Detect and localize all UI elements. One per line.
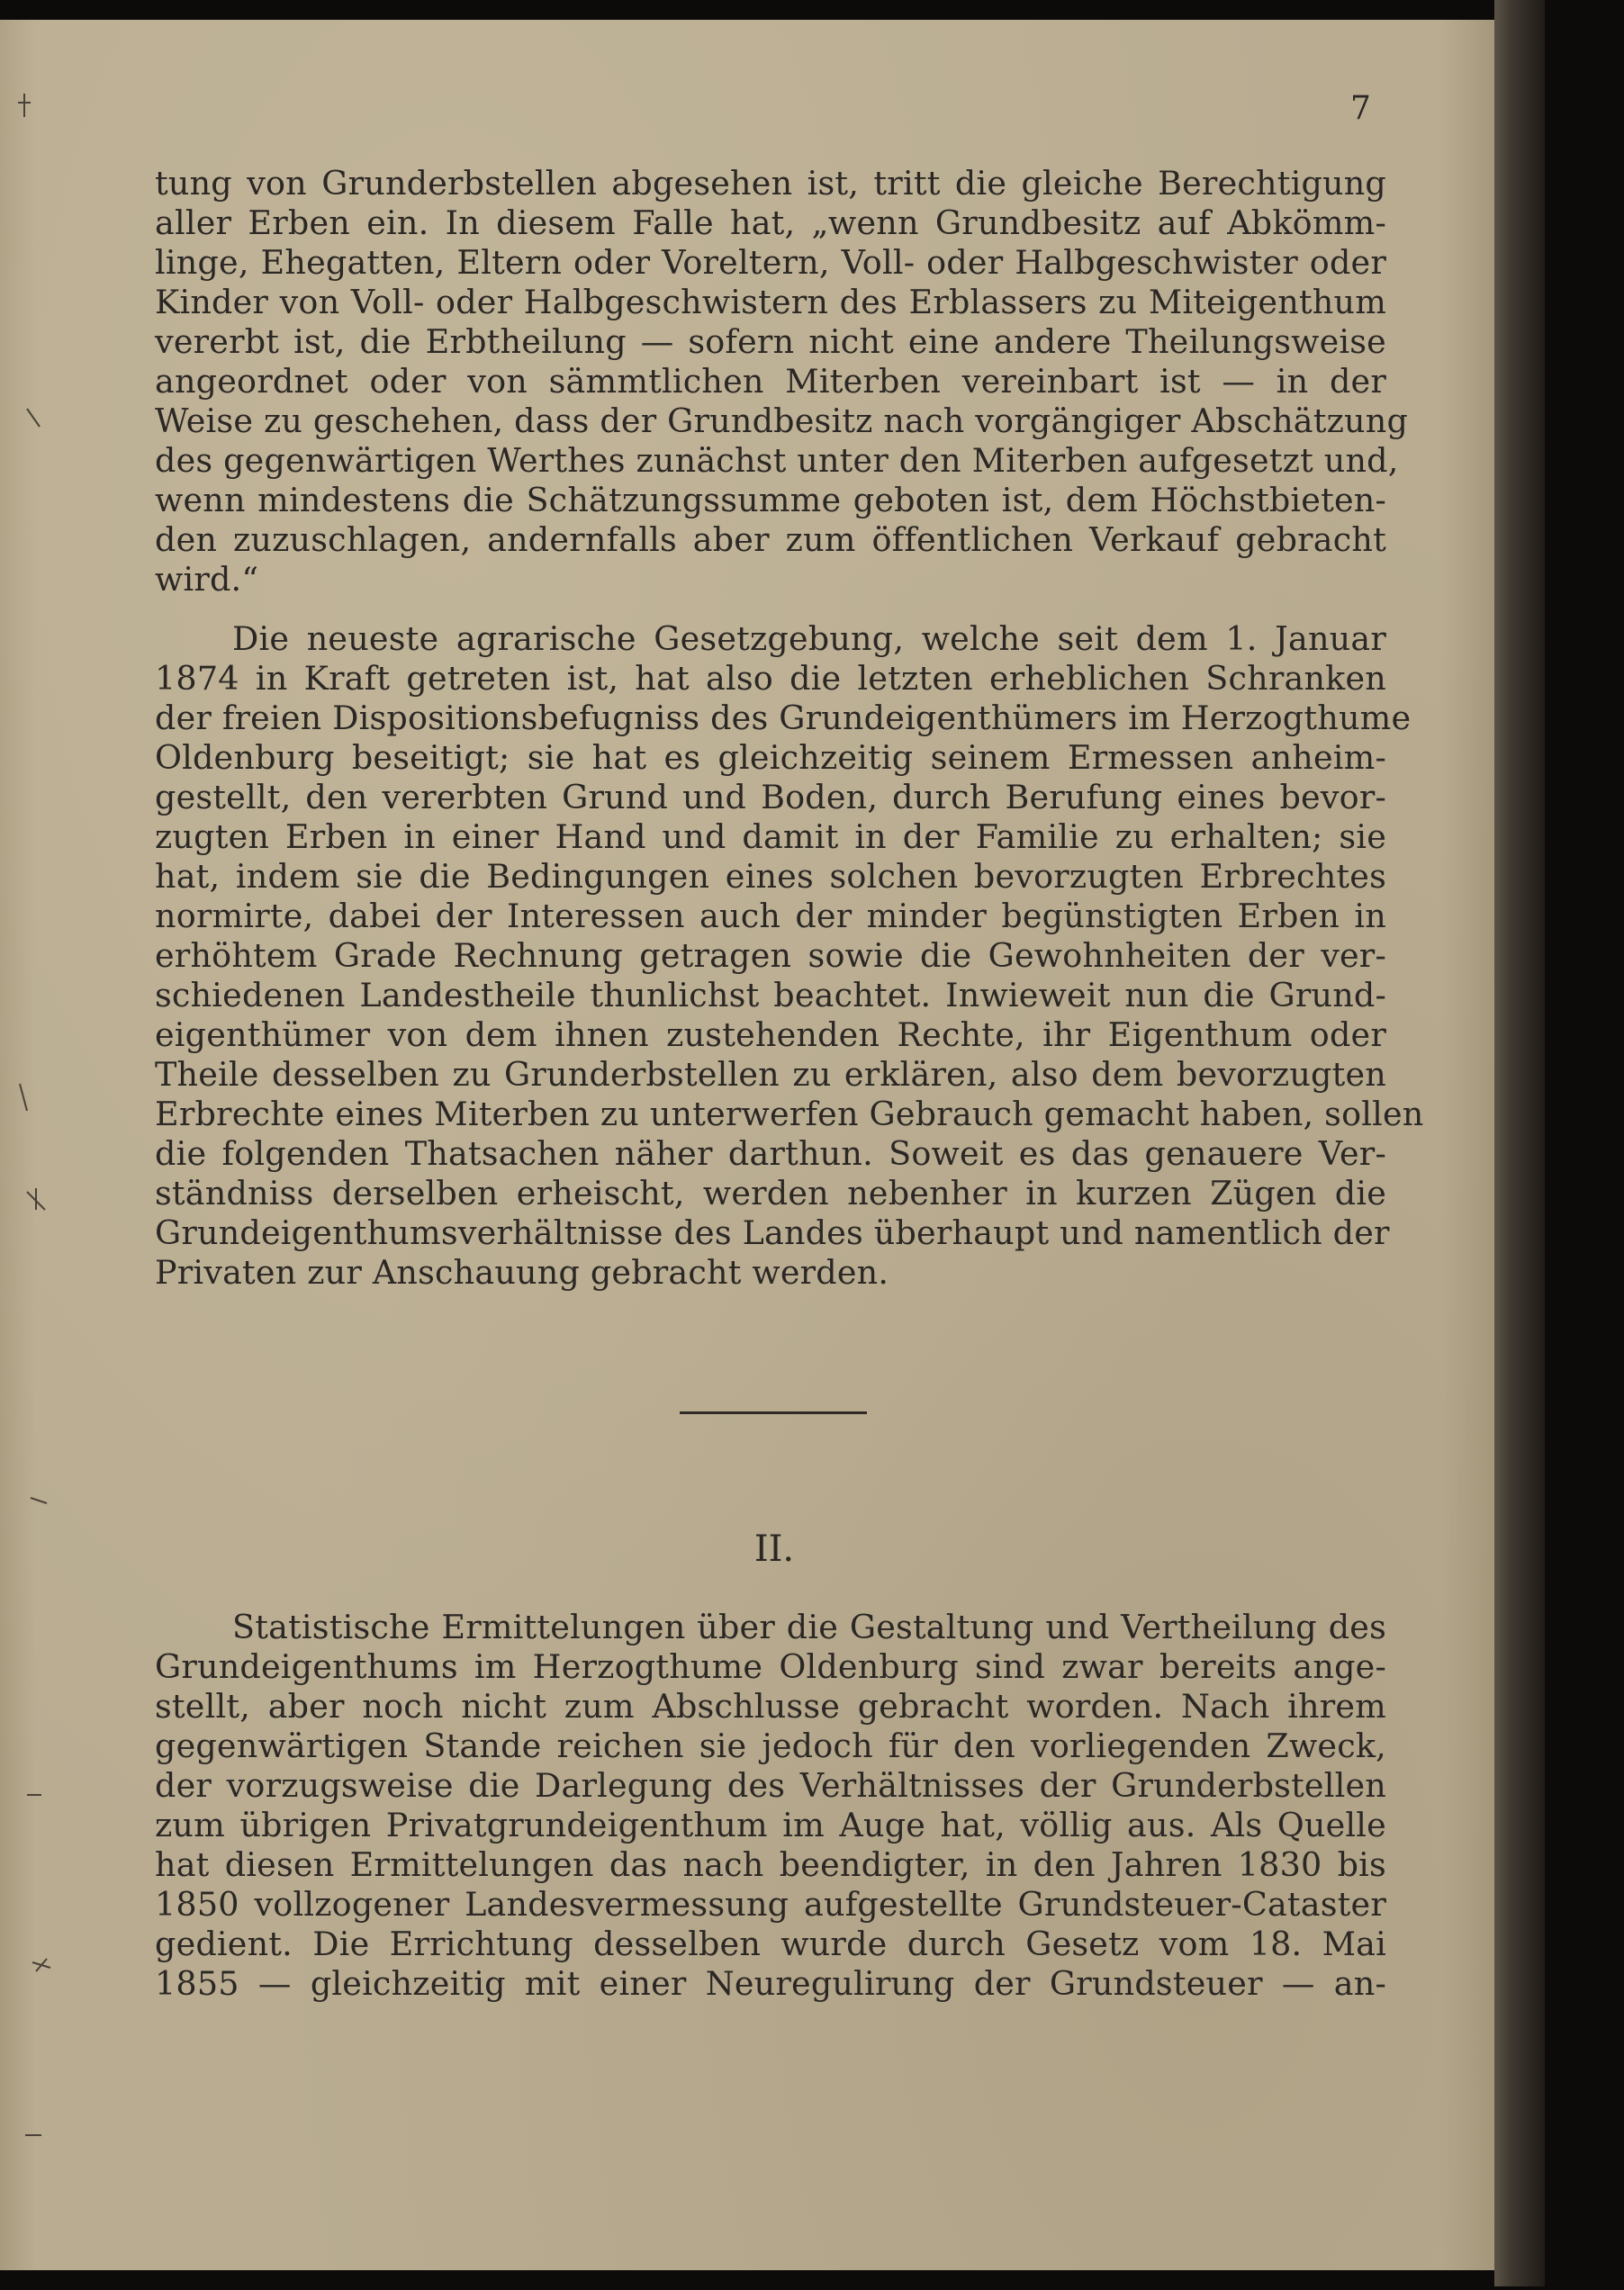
text-line: wird.“ [155,560,259,599]
text-line: hat diesen Ermittelungen das nach beendigter, in den Jahren 1830 bis [155,1845,1386,1884]
text-line: linge, Ehegatten, Eltern oder Voreltern, Voll- oder Halbgeschwister oder [155,243,1386,282]
section-divider [680,1411,867,1414]
text-line: schiedenen Landestheile thunlichst beachtet. Inwieweit nun die Grund- [155,976,1386,1014]
page-edge-marks [0,40,54,2290]
text-line: ständniss derselben erheischt, werden nebenher in kurzen Zügen die [155,1174,1386,1213]
text-line: gegenwärtigen Stande reichen sie jedoch für den vorliegenden Zweck, [155,1727,1386,1765]
text-line: Privaten zur Anschauung gebracht werden. [155,1253,889,1292]
text-line: aller Erben ein. In diesem Falle hat, „wenn Grundbesitz auf Abkömm- [155,203,1386,242]
text-line: Statistische Ermittelungen über die Gestaltung und Vertheilung des [232,1608,1386,1646]
text-line: wenn mindestens die Schätzungssumme geboten ist, dem Höchstbieten- [155,481,1386,519]
text-line: zugten Erben in einer Hand und damit in der Familie zu erhalten; sie [155,817,1386,856]
text-line: erhöhtem Grade Rechnung getragen sowie die Gewohnheiten der ver- [155,936,1386,975]
text-line: gestellt, den vererbten Grund und Boden, durch Berufung eines bevor- [155,778,1386,816]
text-line: gedient. Die Errichtung desselben wurde durch Gesetz vom 18. Mai [155,1925,1386,1963]
text-line: den zuzuschlagen, andernfalls aber zum öffentlichen Verkauf gebracht [155,520,1386,559]
text-line: der vorzugsweise die Darlegung des Verhältnisses der Grunderbstellen [155,1766,1386,1805]
text-line: 1874 in Kraft getreten ist, hat also die letzten erheblichen Schranken [155,659,1386,698]
paragraph-1 [155,164,1409,600]
text-line: die folgenden Thatsachen näher darthun. Soweit es das genauere Ver- [155,1134,1386,1173]
text-line: Grundeigenthumsverhältnisse des Landes überhaupt und namentlich der [155,1213,1390,1252]
book-page [0,20,1502,2270]
text-line: Oldenburg beseitigt; sie hat es gleichzeitig seinem Ermessen anheim- [155,738,1386,777]
text-line: Erbrechte eines Miterben zu unterwerfen Gebrauch gemacht haben, sollen [155,1095,1424,1133]
text-line: vererbt ist, die Erbtheilung — sofern nicht eine andere Theilungsweise [155,322,1386,361]
text-line: Kinder von Voll- oder Halbgeschwistern des Erblassers zu Miteigenthum [155,283,1386,321]
section-heading: II. [753,1528,795,1570]
paragraph-2 [155,619,1424,1293]
text-line: Die neueste agrarische Gesetzgebung, welche seit dem 1. Januar [232,619,1386,658]
paragraph-3 [155,1608,1386,2004]
text-line: Grundeigenthums im Herzogthume Oldenburg sind zwar bereits ange- [155,1647,1386,1686]
book-binding-edge [1494,0,1545,2286]
text-line: Weise zu geschehen, dass der Grundbesitz nach vorgängiger Abschätzung [155,401,1409,440]
text-line: hat, indem sie die Bedingungen eines solchen bevorzugten Erbrechtes [155,857,1386,896]
text-line: 1855 — gleichzeitig mit einer Neuregulirung der Grundsteuer — an- [155,1964,1386,2003]
text-line: 1850 vollzogener Landesvermessung aufgestellte Grundsteuer-Cataster [155,1885,1386,1924]
text-line: der freien Dispositionsbefugniss des Grundeigenthümers im Herzogthume [155,699,1412,737]
text-line: Theile desselben zu Grunderbstellen zu erklären, also dem bevorzugten [155,1055,1386,1094]
text-line: eigenthümer von dem ihnen zustehenden Rechte, ihr Eigenthum oder [155,1015,1386,1054]
text-line: angeordnet oder von sämmtlichen Miterben vereinbart ist — in der [155,362,1386,401]
page-number: 7 [1350,90,1371,127]
text-line: stellt, aber noch nicht zum Abschlusse gebracht worden. Nach ihrem [155,1687,1386,1726]
text-line: zum übrigen Privatgrundeigenthum im Auge hat, völlig aus. Als Quelle [155,1806,1386,1844]
text-line: des gegenwärtigen Werthes zunächst unter den Miterben aufgesetzt und, [155,441,1399,480]
text-line: tung von Grunderbstellen abgesehen ist, tritt die gleiche Berechtigung [155,164,1386,203]
text-line: normirte, dabei der Interessen auch der minder begünstigten Erben in [155,897,1386,935]
